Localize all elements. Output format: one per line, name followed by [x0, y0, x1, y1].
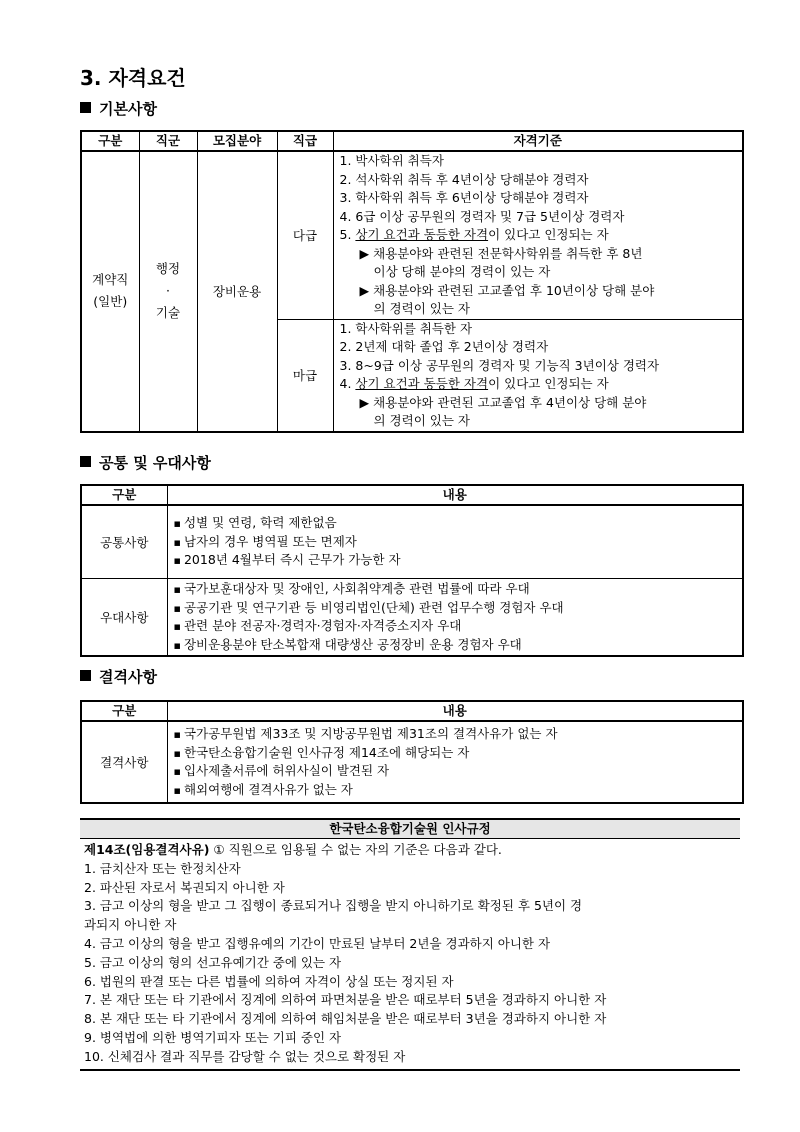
bullet-item: ▪ 한국탄소융합기술원 인사규정 제14조에 해당되는 자	[174, 744, 739, 763]
table-row	[81, 721, 743, 803]
criteria-item: 2. 2년제 대학 졸업 후 2년이상 경력자	[339, 339, 549, 354]
criteria-cell	[333, 319, 743, 432]
regulation-item: 5. 금고 이상의 형의 선고유예기간 중에 있는 자	[84, 954, 342, 970]
criteria-item: 4. 6급 이상 공무원의 경력자 및 7급 5년이상 경력자	[339, 208, 625, 224]
item-suffix: 이 있다고 인정되는 자	[488, 376, 609, 391]
article-heading	[84, 841, 740, 860]
category-line: (일반)	[93, 294, 128, 310]
article-intro: ① 직원으로 임용될 수 없는 자의 기준은 다음과 같다.	[209, 842, 502, 857]
criteria-subitem-cont: 이상 당해 분야의 경력이 있는 자	[373, 264, 551, 279]
header-cell: 구분	[81, 131, 139, 151]
header-cell: 모집분야	[197, 131, 277, 151]
content-cell	[167, 579, 743, 657]
bullet-item: ▪ 해외여행에 결격사유가 없는 자	[174, 781, 739, 800]
disqual-table-header-row	[81, 701, 743, 721]
criteria-item: 1. 학사학위를 취득한 자	[339, 320, 473, 336]
regulation-item: 8. 본 재단 또는 타 기관에서 징계에 의하여 해임처분을 받은 때로부터 3년을 경과하지 아니한 자	[84, 1011, 607, 1027]
header-cell: 구분	[81, 485, 167, 505]
criteria-subitem-cont: 의 경력이 있는 자	[373, 301, 470, 316]
regulation-item: 6. 법원의 판결 또는 다른 법률에 의하여 자격이 상실 또는 정지된 자	[84, 973, 454, 989]
header-cell: 내용	[167, 485, 743, 505]
regulation-item-cont: 과되지 아니한 자	[84, 917, 177, 933]
criteria-subitem-cont: 의 경력이 있는 자	[373, 413, 470, 428]
category-line: 계약직	[92, 272, 129, 288]
basic-heading	[80, 98, 157, 119]
underlined-text: 상기 요건과 동등한 자격	[355, 376, 489, 391]
criteria-item: 2. 석사학위 취득 후 4년이상 당해분야 경력자	[339, 171, 589, 187]
header-cell: 자격기준	[333, 131, 743, 151]
bullet-item: ▪ 장비운용분야 탄소복합재 대량생산 공정장비 운용 경험자 우대	[174, 636, 739, 655]
square-bullet-icon	[80, 102, 91, 113]
item-number: 4.	[339, 376, 356, 391]
bullet-item: ▪ 남자의 경우 병역필 또는 면제자	[174, 533, 739, 552]
header-cell: 직군	[139, 131, 197, 151]
criteria-subitem: ▶ 채용분야와 관련된 고교졸업 후 10년이상 당해 분야	[359, 282, 655, 298]
row-label: 우대사항	[81, 579, 167, 657]
bullet-item: ▪ 성별 및 연령, 학력 제한없음	[174, 514, 739, 533]
table-row	[81, 505, 743, 579]
criteria-item	[340, 226, 739, 245]
job-group-cell	[139, 151, 197, 432]
header-cell: 내용	[167, 701, 743, 721]
header-cell: 직급	[277, 131, 333, 151]
bullet-item: ▪ 입사제출서류에 허위사실이 발견된 자	[174, 762, 739, 781]
common-table-header-row	[81, 485, 743, 505]
disqual-heading-text: 결격사항	[99, 668, 157, 686]
grade-cell: 마급	[277, 319, 333, 432]
regulation-item: 2. 파산된 자로서 복권되지 아니한 자	[84, 879, 285, 895]
common-heading-text: 공통 및 우대사항	[99, 454, 211, 472]
job-group-line: ·	[166, 283, 170, 299]
regulation-item: 4. 금고 이상의 형을 받고 집행유예의 기간이 만료된 날부터 2년을 경과하지 아니한 자	[84, 935, 551, 951]
bullet-item: ▪ 국가공무원법 제33조 및 지방공무원법 제31조의 결격사유가 없는 자	[174, 725, 739, 744]
job-group-line: 기술	[155, 305, 181, 321]
regulation-item: 10. 신체검사 결과 직무를 감당할 수 없는 것으로 확정된 자	[84, 1048, 406, 1064]
criteria-item: 3. 학사학위 취득 후 6년이상 당해분야 경력자	[339, 190, 589, 205]
header-cell: 구분	[81, 701, 167, 721]
table-row	[81, 579, 743, 657]
article-title: 제14조(임용결격사유)	[84, 842, 210, 857]
square-bullet-icon	[80, 456, 91, 467]
bullet-item: ▪ 공공기관 및 연구기관 등 비영리법인(단체) 관련 업무수행 경험자 우대	[174, 599, 739, 618]
category-cell	[81, 151, 139, 432]
regulation-item: 9. 병역법에 의한 병역기피자 또는 기피 중인 자	[84, 1029, 342, 1045]
regulation-box	[80, 818, 740, 1071]
disqual-heading	[80, 666, 157, 687]
regulation-item: 3. 금고 이상의 형을 받고 그 집행이 종료되거나 집행을 받지 아니하기로 확정된 후 5년이 경	[84, 898, 583, 914]
criteria-item: 1. 박사학위 취득자	[339, 153, 444, 168]
row-label: 결격사항	[81, 721, 167, 803]
criteria-item: 3. 8~9급 이상 공무원의 경력자 및 기능직 3년이상 경력자	[339, 357, 660, 373]
table-row	[81, 151, 743, 319]
basic-table-header-row	[81, 131, 743, 151]
bullet-item: ▪ 관련 분야 전공자·경력자·경험자·자격증소지자 우대	[174, 617, 739, 636]
square-bullet-icon	[80, 670, 91, 681]
regulation-body	[80, 839, 740, 1071]
item-number: 5.	[339, 227, 356, 242]
basic-heading-text: 기본사항	[99, 100, 157, 118]
common-table	[80, 484, 744, 657]
bullet-item: ▪ 2018년 4월부터 즉시 근무가 가능한 자	[174, 551, 739, 570]
field-cell: 장비운용	[197, 151, 277, 432]
criteria-subitem: ▶ 채용분야와 관련된 전문학사학위를 취득한 후 8년	[359, 245, 643, 261]
grade-cell: 다급	[277, 151, 333, 319]
job-group-line: 행정	[155, 261, 181, 277]
section-title: 3. 자격요건	[80, 66, 186, 90]
basic-table	[80, 130, 744, 433]
regulation-item: 1. 금치산자 또는 한정치산자	[84, 860, 241, 876]
bullet-item: ▪ 국가보훈대상자 및 장애인, 사회취약계층 관련 법률에 따라 우대	[174, 580, 739, 599]
common-heading	[80, 452, 211, 473]
criteria-cell	[333, 151, 743, 319]
criteria-item	[340, 375, 739, 394]
content-cell	[167, 505, 743, 579]
disqual-table	[80, 700, 744, 804]
underlined-text: 상기 요건과 동등한 자격	[355, 227, 489, 242]
content-cell	[167, 721, 743, 803]
regulation-item: 7. 본 재단 또는 타 기관에서 징계에 의하여 파면처분을 받은 때로부터 5년을 경과하지 아니한 자	[84, 992, 607, 1008]
criteria-subitem: ▶ 채용분야와 관련된 고교졸업 후 4년이상 당해 분야	[359, 394, 647, 410]
item-suffix: 이 있다고 인정되는 자	[488, 227, 609, 242]
row-label: 공통사항	[81, 505, 167, 579]
regulation-title: 한국탄소융합기술원 인사규정	[80, 818, 740, 839]
